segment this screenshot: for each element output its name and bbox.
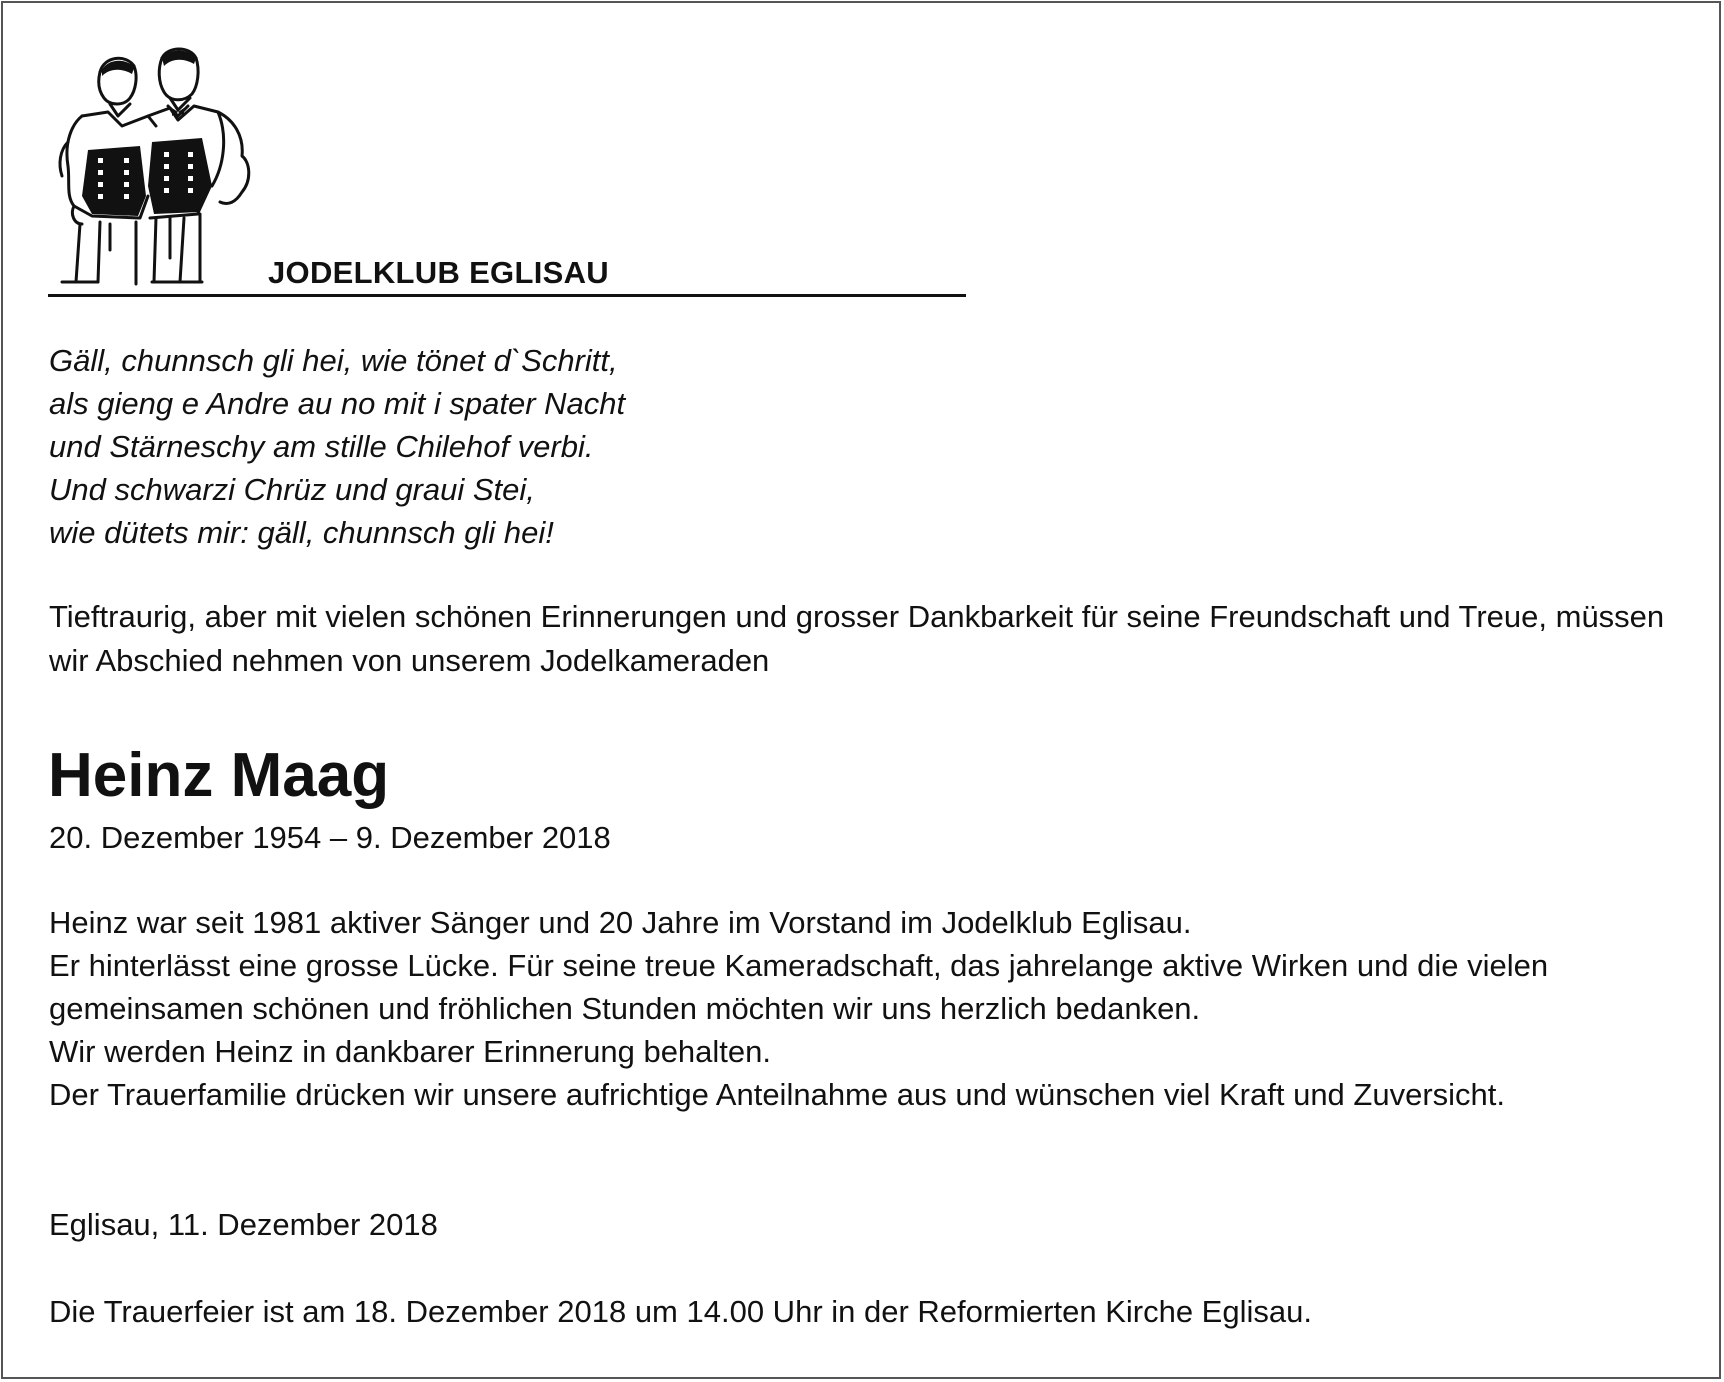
- poem-line: als gieng e Andre au no mit i spater Nacht: [49, 386, 626, 421]
- tribute-paragraph: Er hinterlässt eine grosse Lücke. Für seine treue Kameradschaft, das jahrelange aktive Wirken und die vielen gemeinsamen schönen und fröhlichen Stunden möchten wir uns herzlich bedanken.: [49, 948, 1549, 1026]
- poem: [49, 339, 625, 554]
- poem-line: Gäll, chunnsch gli hei, wie tönet d`Schritt,: [49, 343, 618, 378]
- poem-line: und Stärneschy am stille Chilehof verbi.: [49, 429, 594, 464]
- lifespan-dates: 20. Dezember 1954 – 9. Dezember 2018: [49, 820, 611, 855]
- poem-line: wie dütets mir: gäll, chunnsch gli hei!: [49, 515, 554, 550]
- tribute-paragraph: Wir werden Heinz in dankbarer Erinnerung behalten.: [49, 1034, 772, 1069]
- two-yodelers-logo-icon: [52, 46, 270, 286]
- ceremony-info: Die Trauerfeier ist am 18. Dezember 2018 um 14.00 Uhr in der Reformierten Kirche Eglisau.: [49, 1294, 1312, 1329]
- header-divider: [48, 294, 966, 297]
- tribute-paragraph: Heinz war seit 1981 aktiver Sänger und 20 Jahre im Vorstand im Jodelklub Eglisau.: [49, 905, 1192, 940]
- intro-paragraph: Tieftraurig, aber mit vielen schönen Erinnerungen und grosser Dankbarkeit für seine Freundschaft und Treue, müssen wir Abschied nehmen von unserem Jodelkameraden: [49, 599, 1665, 678]
- place-date: Eglisau, 11. Dezember 2018: [49, 1207, 438, 1242]
- club-name: JODELKLUB EGLISAU: [268, 255, 609, 290]
- tribute-paragraph: Der Trauerfamilie drücken wir unsere aufrichtige Anteilnahme aus und wünschen viel Kraft und Zuversicht.: [49, 1077, 1506, 1112]
- poem-line: Und schwarzi Chrüz und graui Stei,: [49, 472, 535, 507]
- deceased-name: Heinz Maag: [48, 741, 390, 810]
- tribute-text: [49, 901, 1689, 1116]
